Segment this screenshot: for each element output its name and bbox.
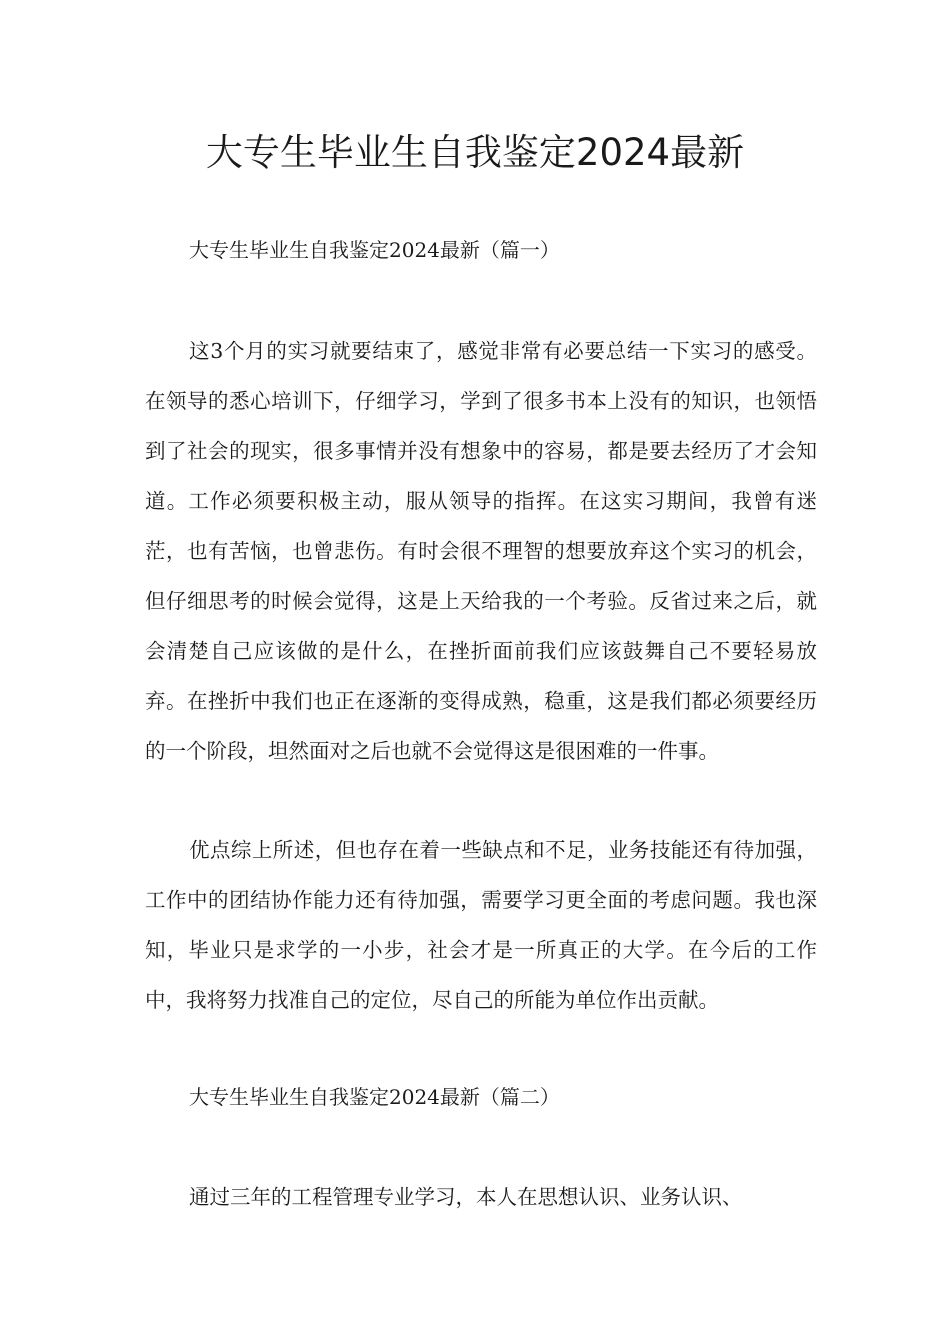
paragraph-1-1: 这3个月的实习就要结束了，感觉非常有必要总结一下实习的感受。在领导的悉心培训下，仔细学习，学到了很多书本上没有的知识，也领悟到了社会的现实，很多事情并没有想象中的容易，都是要去经历了才会知道。工作必须要积极主动，服从领导的指挥。在这实习期间，我曾有迷茫，也有苦恼，也曾悲伤。有时会很不理智的想要放弃这个实习的机会，但仔细思考的时候会觉得，这是上天给我的一个考验。反省过来之后，就会清楚自己应该做的是什么，在挫折面前我们应该鼓舞自己不要轻易放弃。在挫折中我们也正在逐渐的变得成熟，稳重，这是我们都必须要经历的一个阶段，坦然面对之后也就不会觉得这是很困难的一件事。 [145, 339, 817, 763]
section-heading-1: 大专生毕业生自我鉴定2024最新（篇一） [189, 238, 560, 262]
section-heading-2: 大专生毕业生自我鉴定2024最新（篇二） [189, 1085, 560, 1109]
paragraph-1-2: 优点综上所述，但也存在着一些缺点和不足，业务技能还有待加强，工作中的团结协作能力还有待加强，需要学习更全面的考虑问题。我也深知，毕业只是求学的一小步，社会才是一所真正的大学。在今后的工作中，我将努力找准自己的定位，尽自己的所能为单位作出贡献。 [145, 838, 817, 1012]
paragraph-2-1: 通过三年的工程管理专业学习，本人在思想认识、业务认识、 [189, 1185, 743, 1209]
document-title: 大专生毕业生自我鉴定2024最新 [205, 131, 745, 174]
